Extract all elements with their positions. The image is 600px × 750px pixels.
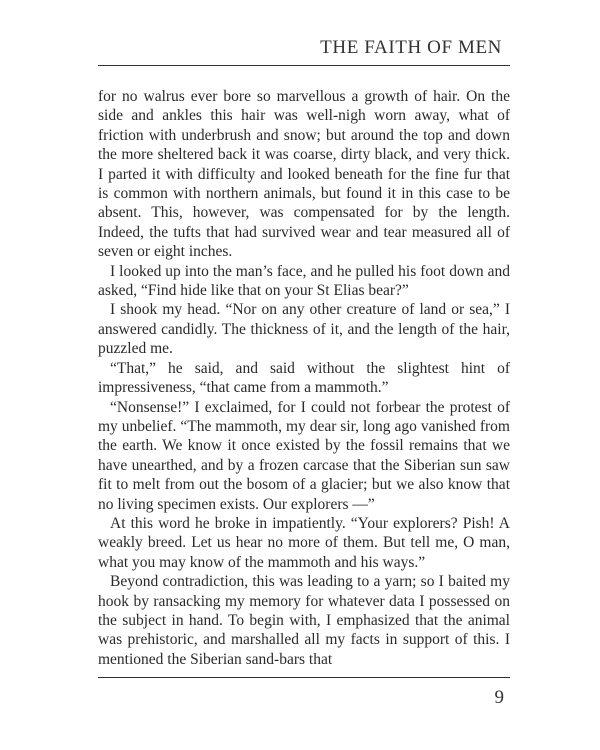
- page-number: 9: [494, 687, 504, 708]
- paragraph-5: “Nonsense!” I exclaimed, for I could not forbear the protest of my unbelief. “The mammoth, my dear sir, long ago vanished from the earth. We know it once existed by the fossil remains that we have unearthed, and by a frozen carcase that the Siberian sun saw fit to melt from out the bosom of a glacier; but we also know that no living specimen exists. Our explorers —”: [98, 398, 510, 513]
- paragraph-7: Beyond contradiction, this was leading to a yarn; so I baited my hook by ransacking my memory for whatever data I possessed on the subject in hand. To begin with, I emphasized that the animal was prehistoric, and marshalled all my facts in support of this. I mentioned the Siberian sand-bars that: [98, 573, 510, 668]
- running-head-title: THE FAITH OF MEN: [320, 37, 502, 58]
- paragraph-1: for no walrus ever bore so marvellous a growth of hair. On the side and ankles this hair was well-nigh worn away, what of friction with underbrush and snow; but around the top and down the more sheltered back it was coarse, dirty black, and very thick. I parted it with difficulty and looked beneath for the fine fur that is common with northern animals, but found it in this case to be absent. This, however, was compensated for by the length. Indeed, the tufts that had survived wear and tear measured all of seven or eight inches.: [98, 88, 510, 261]
- paragraph-3: I shook my head. “Nor on any other creature of land or sea,” I answered candidly. The thickness of it, and the length of the hair, puzzled me.: [98, 301, 510, 358]
- paragraph-2: I looked up into the man’s face, and he pulled his foot down and asked, “Find hide like that on your St Elias bear?”: [98, 262, 510, 300]
- paragraph-4: “That,” he said, and said without the slightest hint of impressiveness, “that came from a mammoth.”: [98, 359, 510, 397]
- footer-rule: [98, 677, 510, 678]
- header-rule: [98, 65, 510, 66]
- body-text: [98, 87, 510, 669]
- paragraph-6: At this word he broke in impatiently. “Your explorers? Pish! A weakly breed. Let us hear no more of them. But tell me, O man, what you may know of the mammoth and his ways.”: [98, 514, 510, 571]
